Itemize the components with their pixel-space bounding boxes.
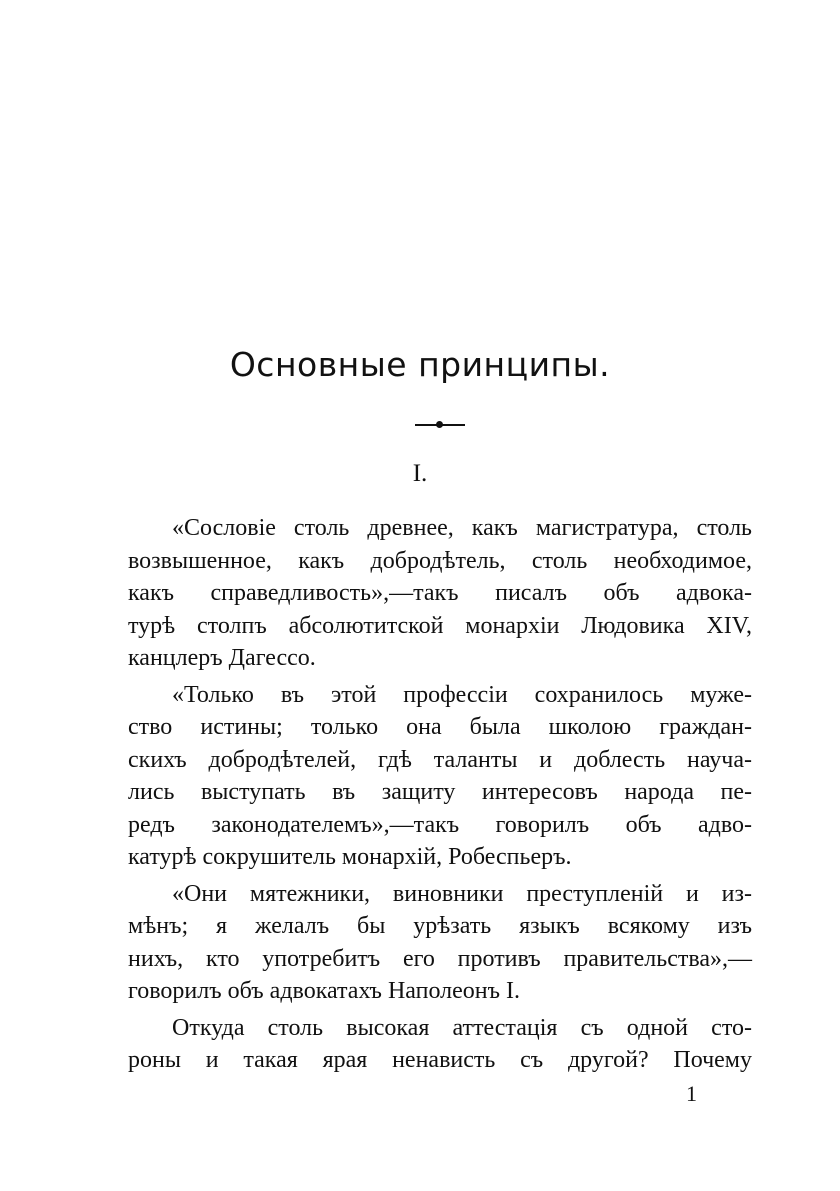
text-line: возвышенное, какъ добродѣтель, столь необходимое, <box>128 547 752 574</box>
text-line: Откуда столь высокая аттестація съ одной сто- <box>172 1014 752 1041</box>
text-line: ство истины; только она была школою граждан- <box>128 714 752 740</box>
text-line: мѣнъ; я желалъ бы урѣзать языкъ всякому изъ <box>128 913 752 939</box>
page-number: 1 <box>686 1081 697 1106</box>
text-line: катурѣ сокрушитель монархій, Робеспьеръ. <box>128 844 572 870</box>
paragraph-4 <box>128 1012 752 1077</box>
paragraph-1 <box>128 512 752 675</box>
text-line: канцлеръ Дагессо. <box>128 645 316 671</box>
text-line: роны и такая ярая ненависть съ другой? Почему <box>128 1047 752 1073</box>
text-line: говорилъ объ адвокатахъ Наполеонъ I. <box>128 978 521 1004</box>
text-line: лись выступать въ защиту интересовъ народа пе- <box>128 779 752 805</box>
text-line: «Только въ этой профессіи сохранилось муже- <box>172 681 752 708</box>
text-line: какъ справедливость»,—такъ писалъ объ адвока- <box>128 580 752 606</box>
paragraph-2 <box>128 679 752 874</box>
text-line: турѣ столпъ абсолютитской монархіи Людовика XIV, <box>128 612 752 639</box>
chapter-title: Основные принципы. <box>229 345 611 384</box>
text-line: нихъ, кто употребитъ его противъ правительства»,— <box>128 945 752 972</box>
ornament-dot <box>436 421 443 428</box>
section-number: I. <box>412 460 428 487</box>
text-line: «Сословіе столь древнее, какъ магистратура, столь <box>172 515 752 541</box>
text-line: скихъ добродѣтелей, гдѣ таланты и доблесть научa- <box>128 746 752 773</box>
text-line: редъ законодателемъ»,—такъ говорилъ объ адво- <box>128 811 752 838</box>
paragraph-3 <box>128 878 752 1008</box>
text-line: «Они мятежники, виновники преступленій и из- <box>172 880 752 907</box>
body-text <box>128 512 752 1077</box>
ornament-divider <box>415 424 465 426</box>
